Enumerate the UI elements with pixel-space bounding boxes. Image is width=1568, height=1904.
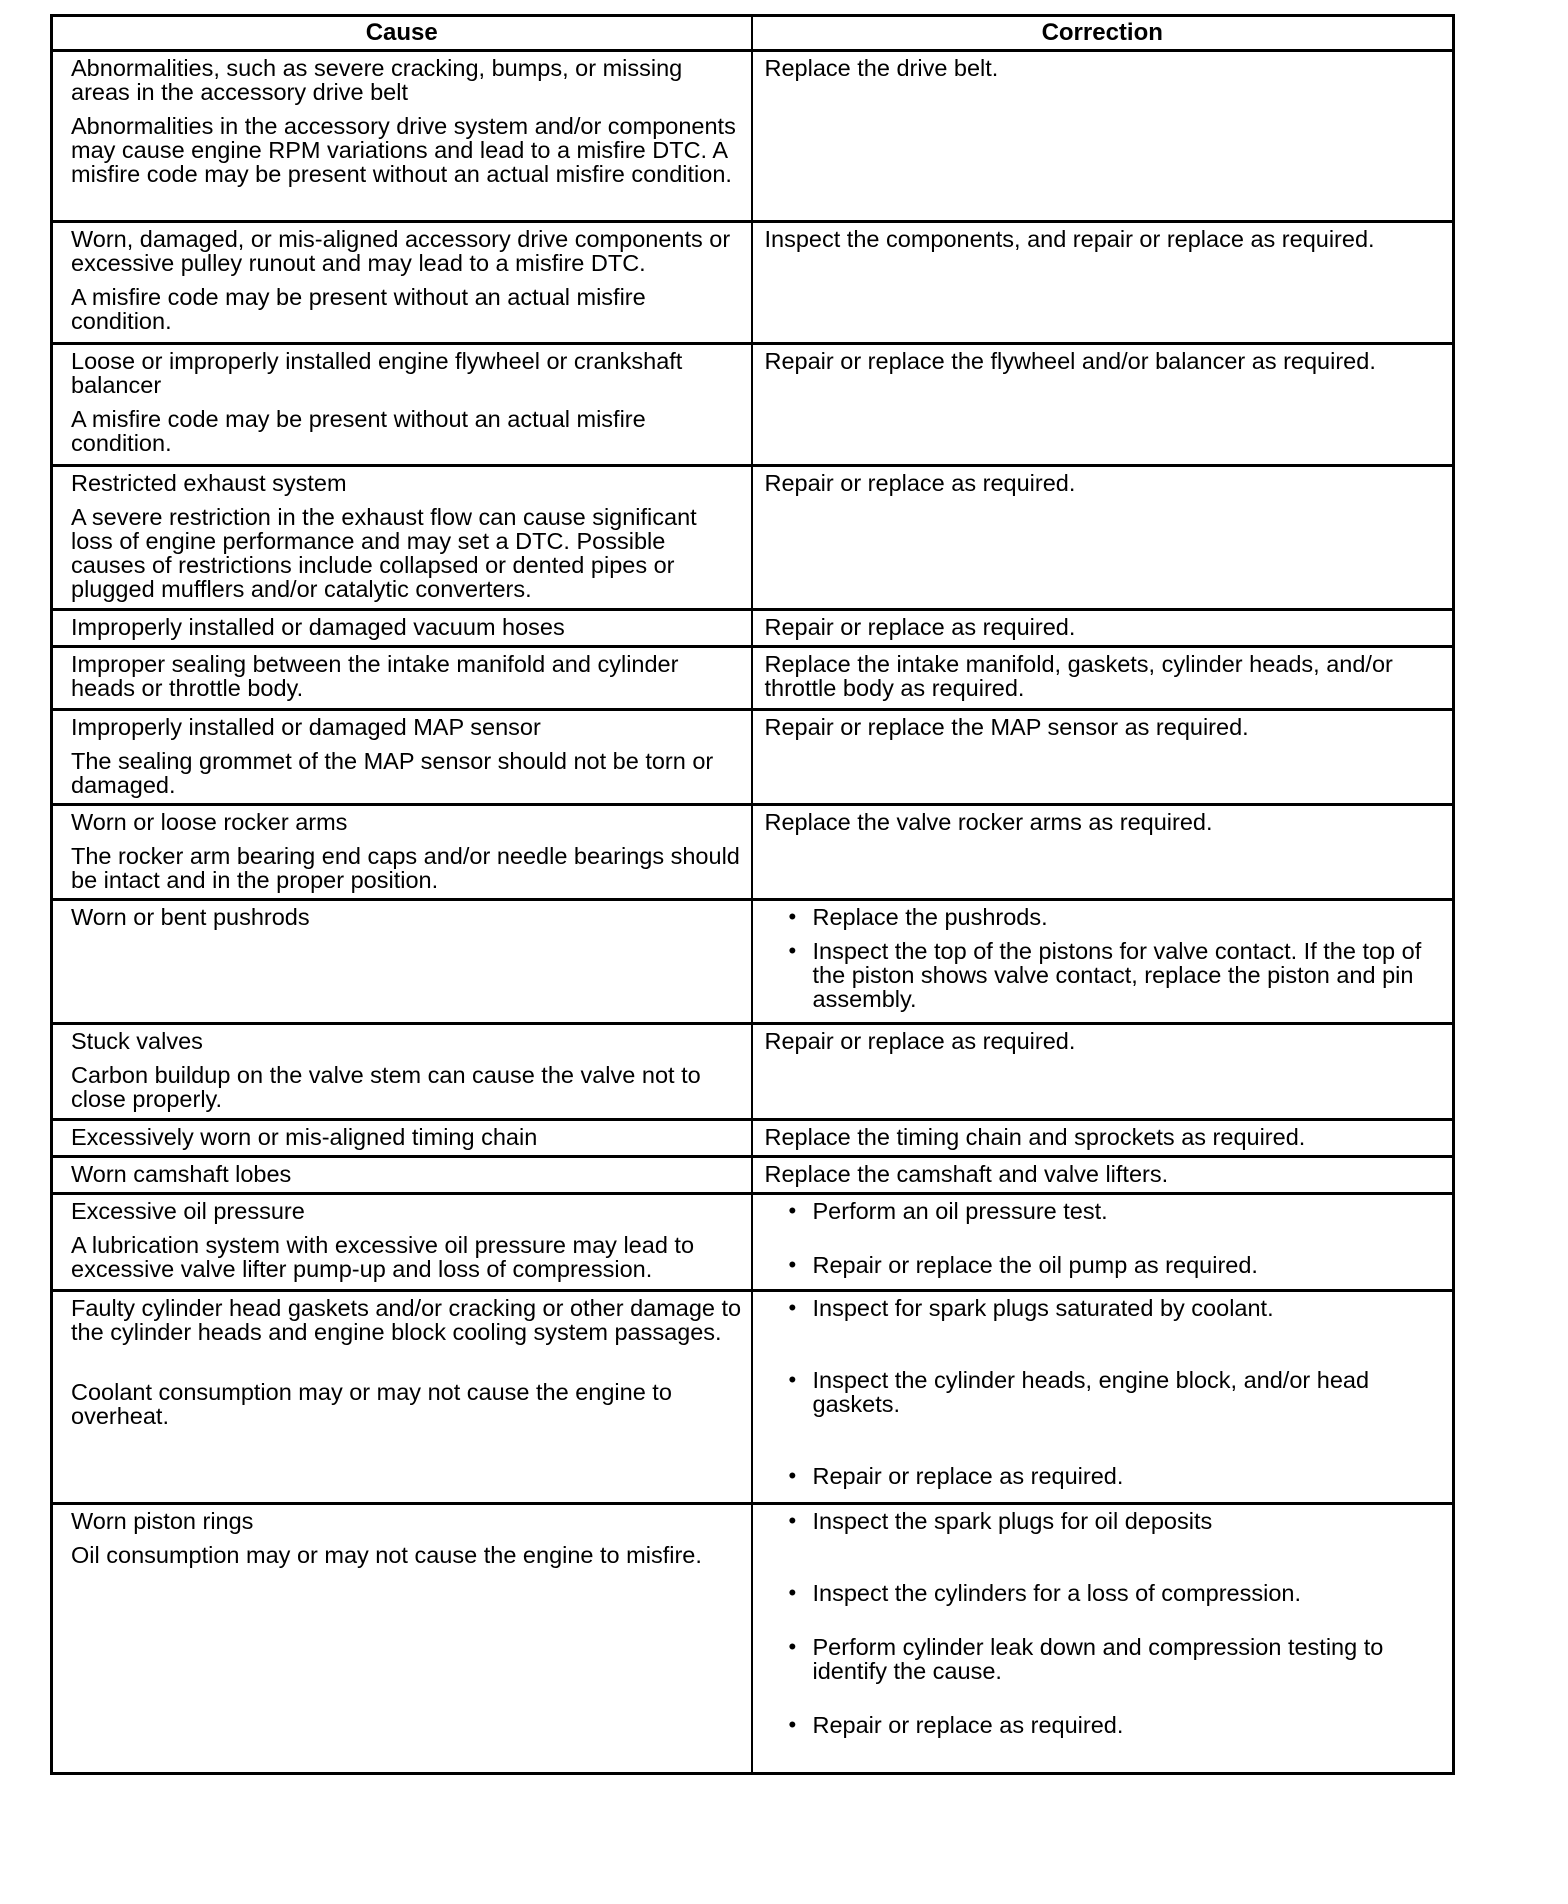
correction-cell [752,1120,1454,1157]
cause-title: Worn camshaft lobes [71,1161,292,1187]
table-row [52,1157,1454,1194]
header-row [52,16,1454,51]
cause-cell [52,900,752,1024]
table-row [52,466,1454,610]
correction-cell [752,1504,1454,1774]
correction-text: Replace the timing chain and sprockets as required. [764,1124,1306,1150]
cause-note: Oil consumption may or may not cause the engine to misfire. [71,1542,702,1568]
cause-note: Carbon buildup on the valve stem can cause the valve not to close properly. [71,1062,701,1112]
cause-title: Worn or bent pushrods [71,904,310,930]
cause-note: The sealing grommet of the MAP sensor should not be torn or damaged. [71,748,714,798]
correction-list [765,1509,1445,1737]
table-row [52,1504,1454,1774]
correction-cell [752,710,1454,805]
cause-cell [52,610,752,647]
correction-text: Replace the intake manifold, gaskets, cylinder heads, and/or throttle body as required. [764,651,1393,701]
table-row [52,51,1454,222]
table-row [52,647,1454,710]
correction-text: Repair or replace as required. [764,1028,1076,1054]
cause-cell [52,466,752,610]
cause-title: Improperly installed or damaged MAP sensor [71,714,541,740]
table-row [52,1120,1454,1157]
correction-cell [752,466,1454,610]
cause-title: Improper sealing between the intake manifold and cylinder heads or throttle body. [71,651,679,701]
correction-text: Replace the camshaft and valve lifters. [764,1161,1169,1187]
cause-title: Restricted exhaust system [71,470,347,496]
list-item: • Inspect the top of the pistons for valve contact. If the top of the piston shows valve contact, replace the piston and pin assembly. [765,939,1445,1011]
table-row [52,344,1454,466]
cause-note: A misfire code may be present without an actual misfire condition. [71,284,646,334]
correction-cell [752,805,1454,900]
cause-title: Faulty cylinder head gaskets and/or cracking or other damage to the cylinder heads and engine block cooling system passages. [71,1295,742,1345]
list-item: • Inspect the spark plugs for oil deposits [765,1509,1445,1533]
cause-title: Worn, damaged, or mis-aligned accessory drive components or excessive pulley runout and may lead to a misfire DTC. [71,226,731,276]
cause-cell [52,1504,752,1774]
cause-cell [52,1194,752,1291]
cause-title: Stuck valves [71,1028,203,1054]
cause-cell [52,1024,752,1120]
correction-cell [752,1291,1454,1504]
cause-title: Abnormalities, such as severe cracking, bumps, or missing areas in the accessory drive belt [71,55,683,105]
cause-note: A misfire code may be present without an actual misfire condition. [71,406,646,456]
cause-note: The rocker arm bearing end caps and/or needle bearings should be intact and in the proper position. [71,843,740,893]
correction-cell [752,344,1454,466]
table-row [52,1291,1454,1504]
correction-text: Repair or replace the MAP sensor as required. [764,714,1249,740]
list-item: • Perform an oil pressure test. [765,1199,1445,1223]
table-row [52,900,1454,1024]
cause-cell [52,805,752,900]
list-item: • Inspect the cylinders for a loss of compression. [765,1581,1445,1605]
list-item: • Inspect the cylinder heads, engine block, and/or head gaskets. [765,1368,1445,1416]
cause-correction-table [50,14,1455,1775]
cause-title: Worn piston rings [71,1508,254,1534]
correction-cell [752,51,1454,222]
table-row [52,222,1454,344]
correction-text: Replace the valve rocker arms as required. [764,809,1213,835]
cause-cell [52,222,752,344]
cause-cell [52,1291,752,1504]
cause-cell [52,344,752,466]
correction-list [765,1296,1445,1488]
correction-text: Repair or replace as required. [764,614,1076,640]
correction-cell [752,610,1454,647]
correction-text: Replace the drive belt. [764,55,999,81]
header-cause: Cause [52,16,752,51]
table-row [52,1194,1454,1291]
correction-cell [752,1024,1454,1120]
cause-title: Improperly installed or damaged vacuum hoses [71,614,565,640]
correction-cell [752,1194,1454,1291]
correction-text: Repair or replace as required. [764,470,1076,496]
table-row [52,1024,1454,1120]
list-item: • Perform cylinder leak down and compression testing to identify the cause. [765,1635,1445,1683]
table-row [52,610,1454,647]
correction-list [765,905,1445,1011]
cause-cell [52,51,752,222]
correction-cell [752,1157,1454,1194]
table-row [52,710,1454,805]
correction-cell [752,222,1454,344]
list-item: • Repair or replace the oil pump as required. [765,1253,1445,1277]
list-item: • Inspect for spark plugs saturated by coolant. [765,1296,1445,1320]
list-item: • Repair or replace as required. [765,1464,1445,1488]
cause-title: Excessive oil pressure [71,1198,305,1224]
list-item: • Repair or replace as required. [765,1713,1445,1737]
correction-cell [752,900,1454,1024]
cause-cell [52,647,752,710]
cause-cell [52,1157,752,1194]
correction-text: Repair or replace the flywheel and/or balancer as required. [764,348,1376,374]
cause-note: Abnormalities in the accessory drive system and/or components may cause engine RPM variations and lead to a misfire DTC. A misfire code may be present without an actual misfire condition. [71,113,736,187]
cause-title: Excessively worn or mis-aligned timing chain [71,1124,538,1150]
cause-title: Worn or loose rocker arms [71,809,348,835]
cause-note: A severe restriction in the exhaust flow can cause significant loss of engine performance and may set a DTC. Possible causes of restrictions include collapsed or dented pipes or plugged mufflers and/or catalytic converters. [71,504,697,602]
correction-text: Inspect the components, and repair or replace as required. [764,226,1375,252]
correction-cell [752,647,1454,710]
list-item: • Replace the pushrods. [765,905,1445,929]
table-row [52,805,1454,900]
header-correction: Correction [752,16,1454,51]
correction-list [765,1199,1445,1277]
cause-title: Loose or improperly installed engine flywheel or crankshaft balancer [71,348,683,398]
cause-note: Coolant consumption may or may not cause the engine to overheat. [71,1379,672,1429]
cause-note: A lubrication system with excessive oil pressure may lead to excessive valve lifter pump-up and loss of compression. [71,1232,695,1282]
cause-cell [52,1120,752,1157]
cause-cell [52,710,752,805]
